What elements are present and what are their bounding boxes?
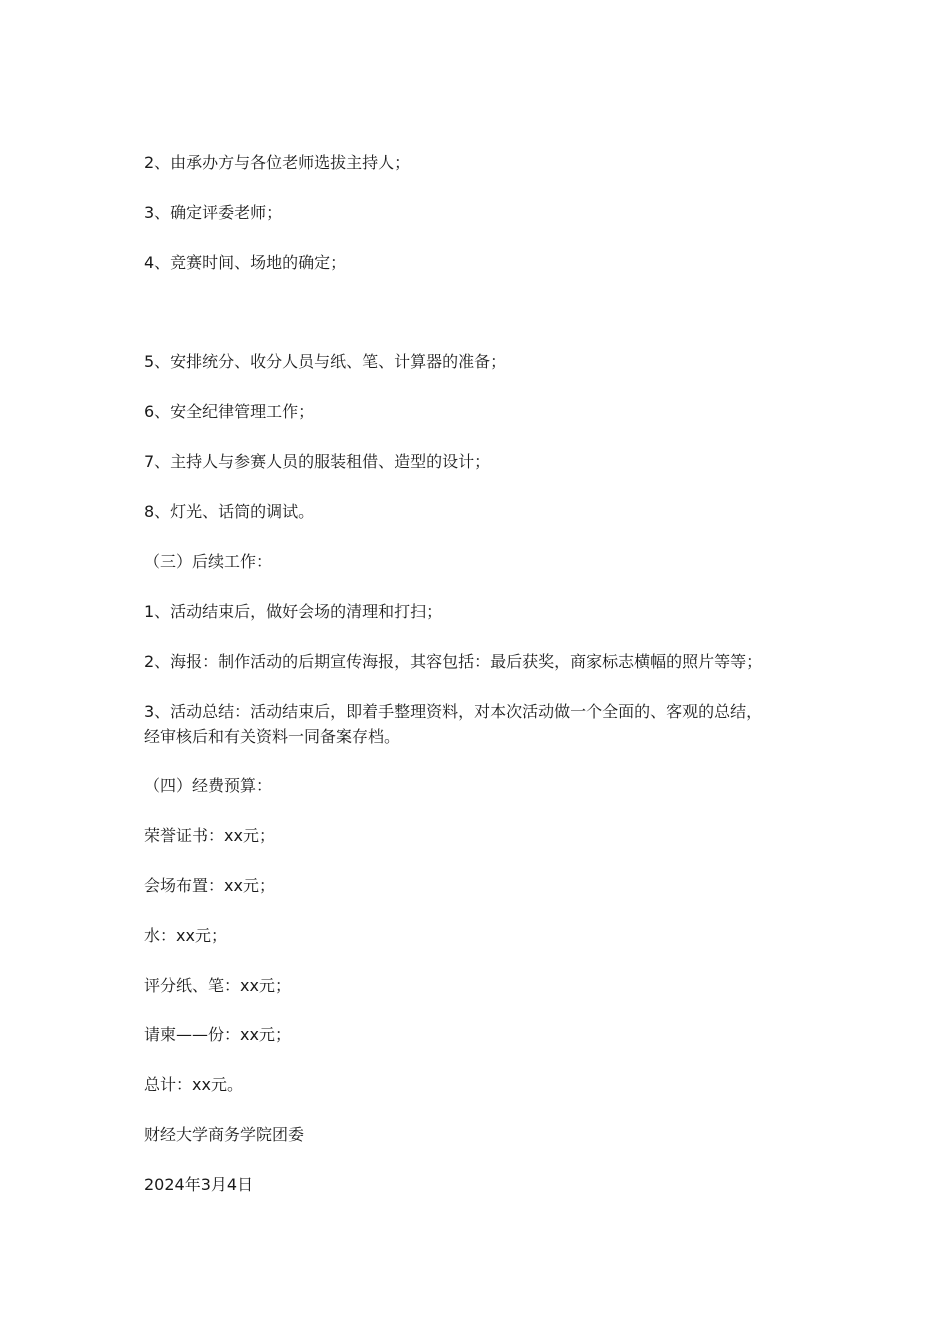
section-heading: （四）经费预算： [144,776,273,795]
budget-item: 荣誉证书：xx元； [144,826,275,845]
list-item: 8、灯光、话筒的调试。 [144,502,315,521]
budget-item: 评分纸、笔：xx元； [144,976,291,995]
list-item: 4、竞赛时间、场地的确定； [144,253,347,272]
list-item: 3、确定评委老师； [144,203,283,222]
list-item: 5、安排统分、收分人员与纸、笔、计算器的准备； [144,352,507,371]
budget-item: 水：xx元； [144,926,227,945]
list-item: 2、海报：制作活动的后期宣传海报，其容包括：最后获奖，商家标志横幅的照片等等； [144,652,763,671]
list-item: 6、安全纪律管理工作； [144,402,315,421]
budget-item: 请柬——份：xx元； [144,1025,291,1044]
budget-item: 会场布置：xx元； [144,876,275,895]
list-item: 2、由承办方与各位老师选拔主持人； [144,153,411,172]
list-item-continuation: 经审核后和有关资料一同备案存档。 [144,727,401,746]
signature-date: 2024年3月4日 [144,1175,254,1194]
list-item: 7、主持人与参赛人员的服装租借、造型的设计； [144,452,491,471]
list-item: 3、活动总结：活动结束后，即着手整理资料，对本次活动做一个全面的、客观的总结， [144,702,763,721]
budget-total: 总计：xx元。 [144,1075,243,1094]
signature-organization: 财经大学商务学院团委 [144,1125,305,1144]
list-item: 1、活动结束后，做好会场的清理和打扫； [144,602,443,621]
section-heading: （三）后续工作： [144,552,273,571]
